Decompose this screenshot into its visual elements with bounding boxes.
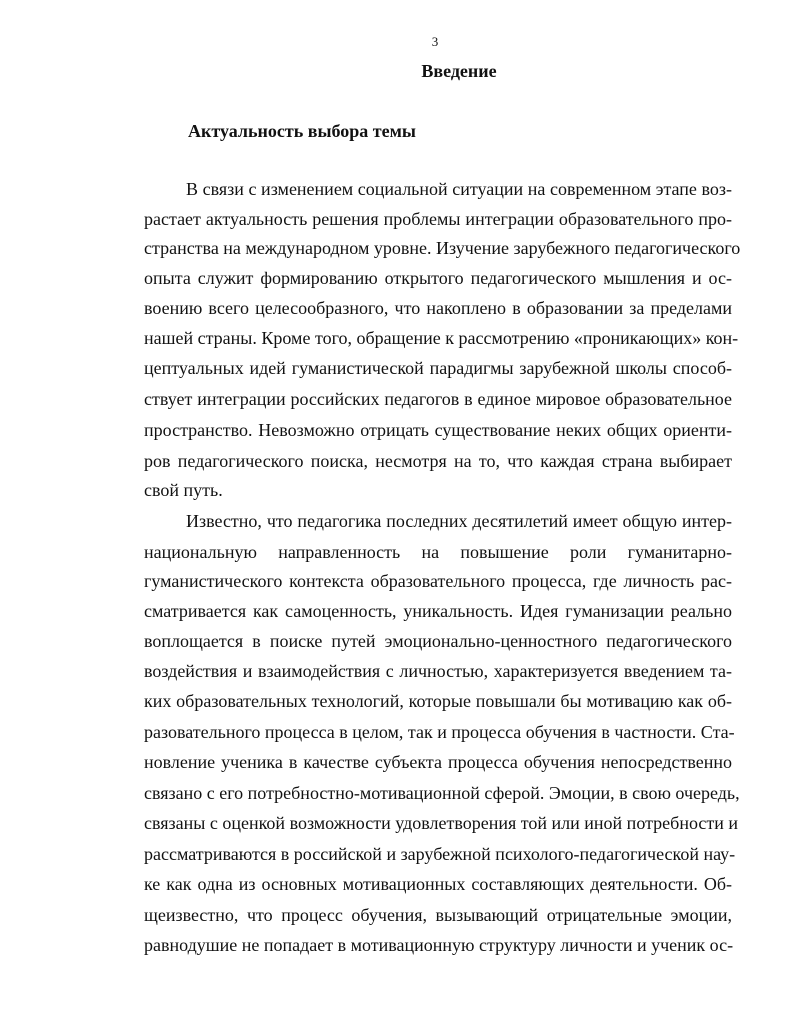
text-line: гуманистического контекста образовательного процесса, где личность рас-	[144, 571, 732, 591]
text-line: воздействия и взаимодействия с личностью, характеризуется введением та-	[144, 661, 732, 681]
text-line: ствует интеграции российских педагогов в единое мировое образовательное	[144, 389, 732, 409]
text-line: воению всего целесообразного, что накоплено в образовании за пределами	[144, 298, 732, 318]
section-heading: Введение	[421, 61, 497, 81]
page-number: 3	[431, 34, 439, 49]
text-line: Известно, что педагогика последних десятилетий имеет общую интер-	[186, 511, 732, 531]
text-line: странства на международном уровне. Изучение зарубежного педагогического	[144, 238, 741, 258]
text-line: новление ученика в качестве субъекта процесса обучения непосредственно	[144, 752, 732, 772]
text-line: цептуальных идей гуманистической парадигмы зарубежной школы способ-	[144, 358, 732, 378]
text-line: сматривается как самоценность, уникальность. Идея гуманизации реально	[144, 601, 732, 621]
text-line: ких образовательных технологий, которые повышали бы мотивацию как об-	[144, 691, 732, 711]
text-line: ров педагогического поиска, несмотря на то, что каждая страна выбирает	[144, 451, 732, 471]
text-line: связаны с оценкой возможности удовлетворения той или иной потребности и	[144, 813, 739, 833]
text-line: В связи с изменением социальной ситуации на современном этапе воз-	[186, 179, 732, 199]
subsection-heading: Актуальность выбора темы	[188, 121, 416, 141]
text-line: разовательного процесса в целом, так и процесса обучения в частности. Ста-	[144, 722, 735, 742]
text-line: воплощается в поиске путей эмоционально-ценностного педагогического	[144, 631, 732, 651]
text-line: нашей страны. Кроме того, обращение к рассмотрению «проникающих» кон-	[144, 328, 739, 348]
text-line: растает актуальность решения проблемы интеграции образовательного про-	[144, 209, 732, 229]
text-line: национальную направленность на повышение роли гуманитарно-	[144, 542, 732, 562]
text-line: опыта служит формированию открытого педагогического мышления и ос-	[144, 268, 732, 288]
text-line: ке как одна из основных мотивационных составляющих деятельности. Об-	[144, 874, 732, 894]
text-line: пространство. Невозможно отрицать существование неких общих ориенти-	[144, 420, 732, 440]
text-line: рассматриваются в российской и зарубежной психолого-педагогической нау-	[144, 844, 736, 864]
text-line: равнодушие не попадает в мотивационную структуру личности и ученик ос-	[144, 935, 734, 955]
text-line: свой путь.	[144, 480, 223, 500]
text-line: щеизвестно, что процесс обучения, вызывающий отрицательные эмоции,	[144, 905, 732, 925]
text-line: связано с его потребностно-мотивационной сферой. Эмоции, в свою очередь,	[144, 783, 740, 803]
